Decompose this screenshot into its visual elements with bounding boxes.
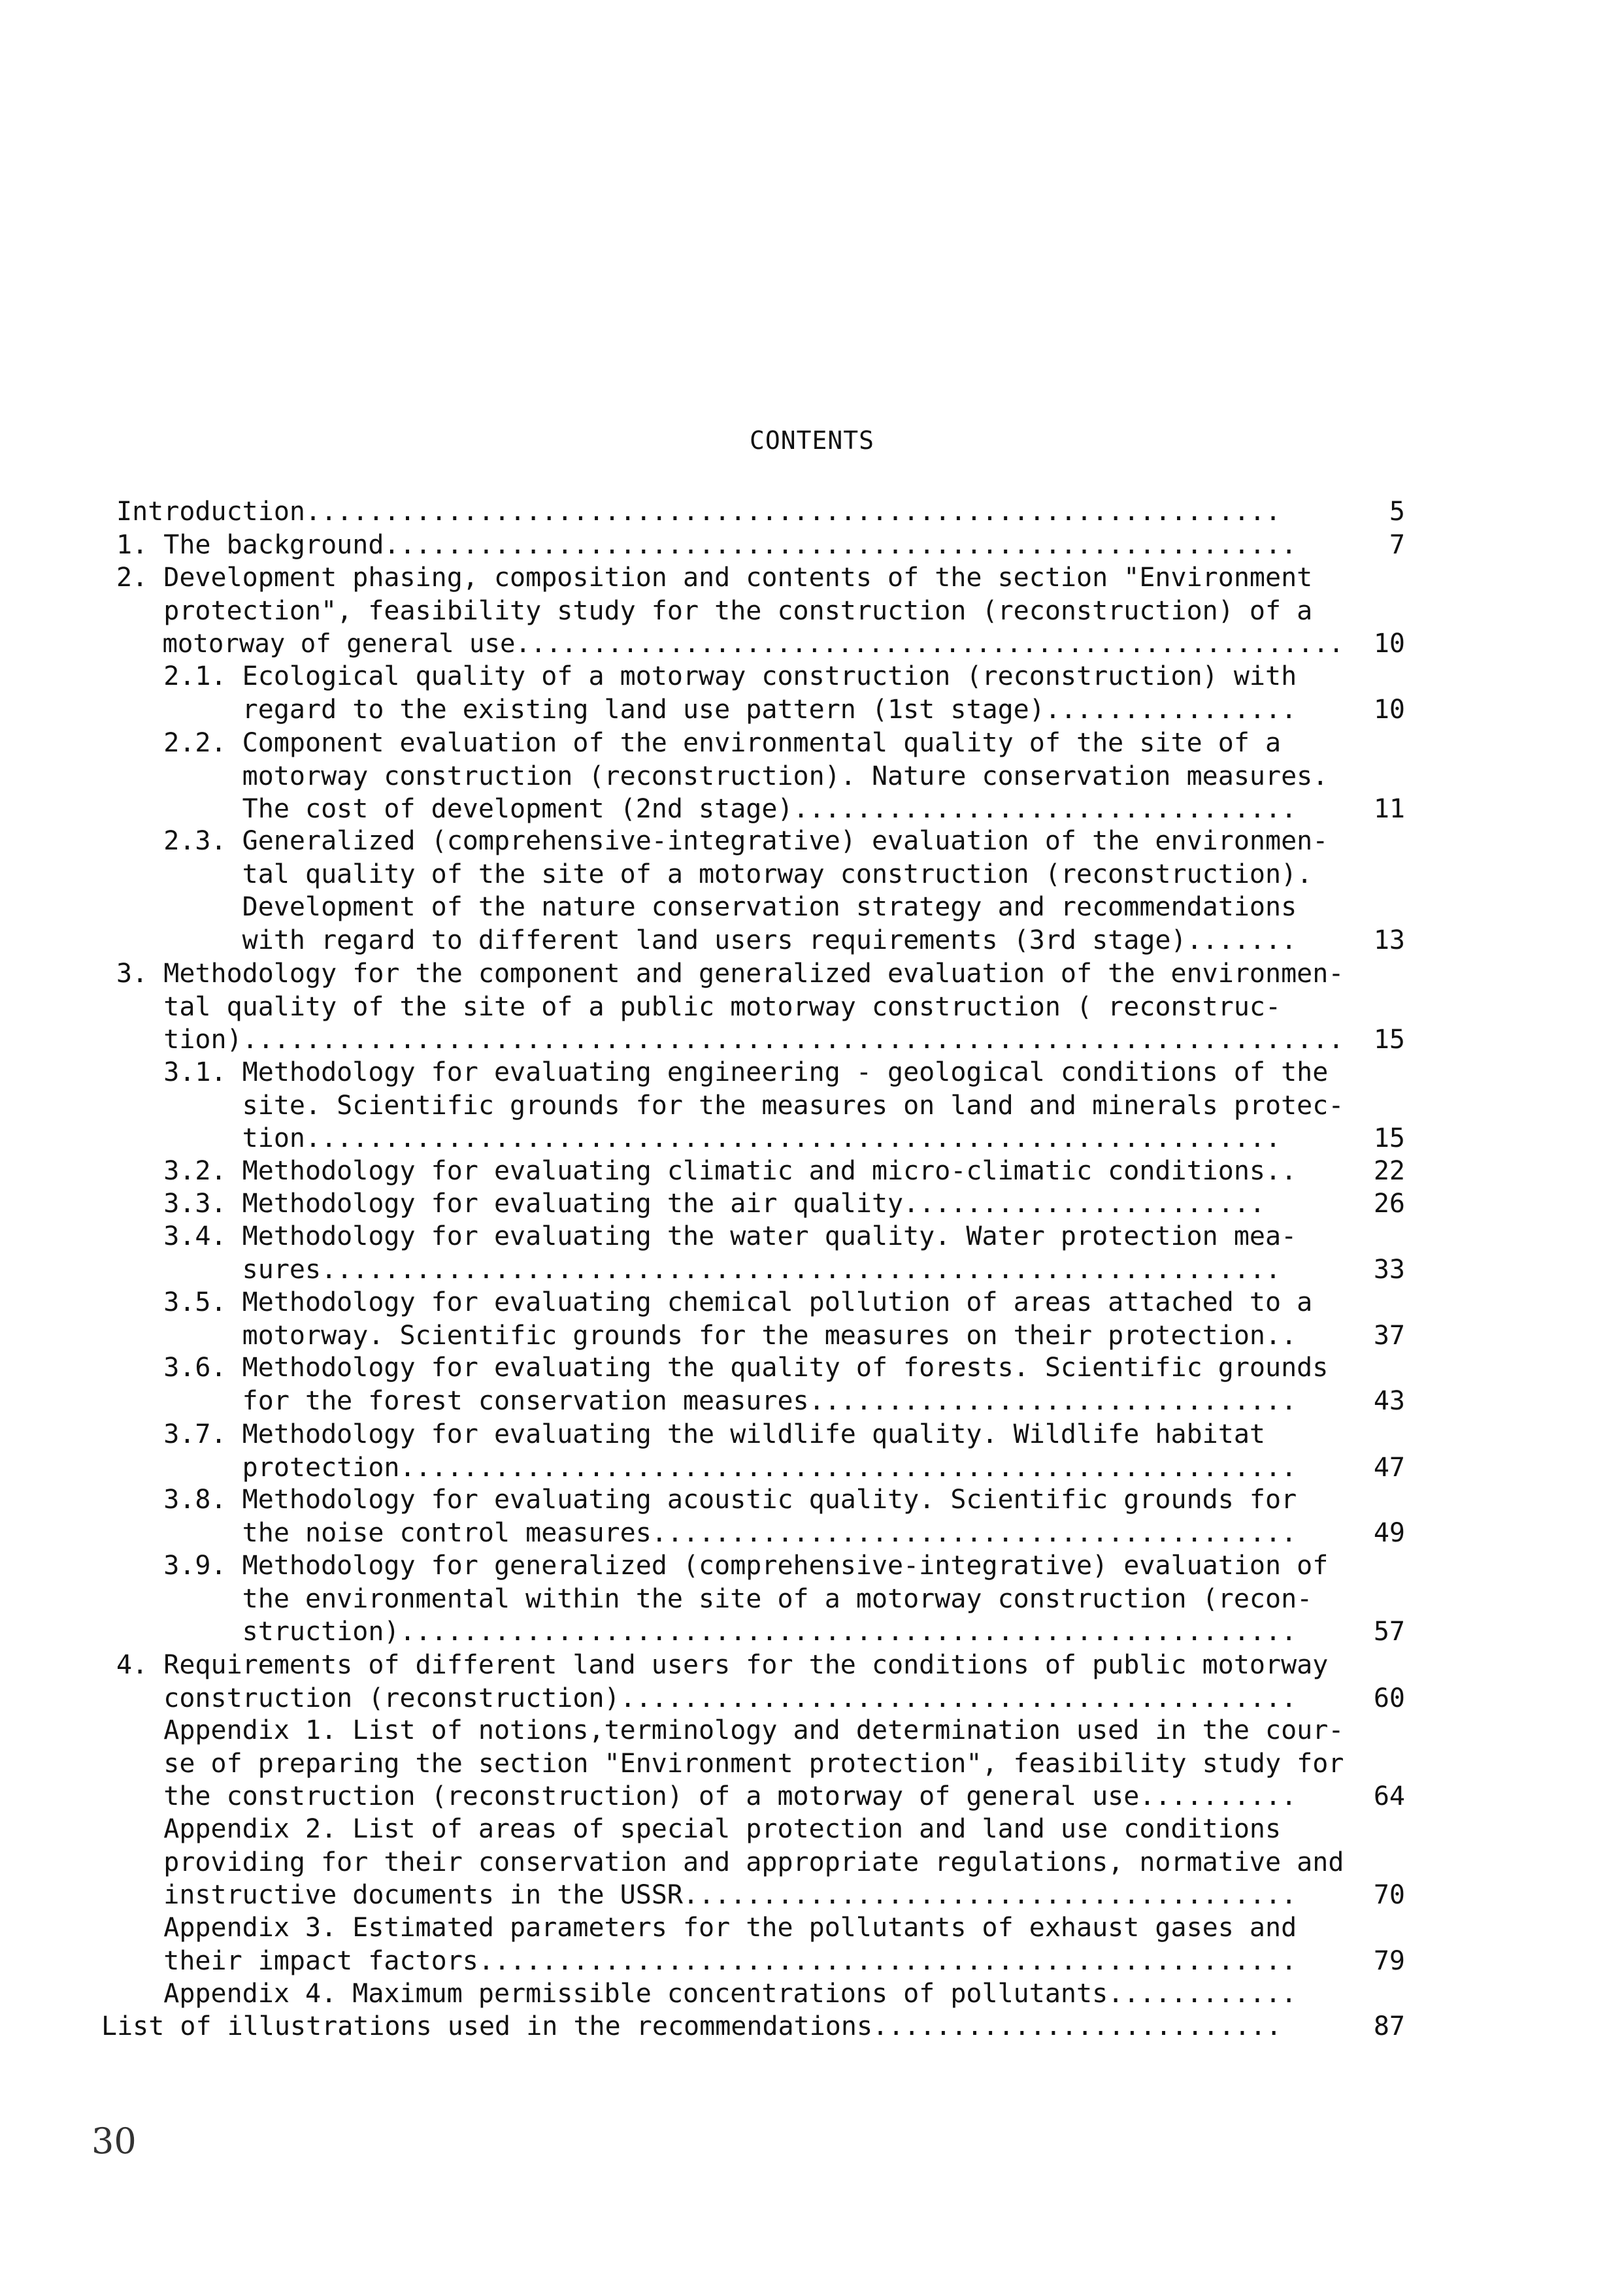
toc-entry [116, 727, 1405, 826]
toc-entry-line [116, 1583, 1405, 1616]
toc-entry-line [116, 627, 1405, 661]
page-title: CONTENTS [749, 426, 875, 455]
toc-entry [116, 1483, 1405, 1549]
toc-entry [116, 1351, 1405, 1417]
toc-entry-line [116, 891, 1405, 924]
toc-entry-text: protection......................................................... [116, 1452, 1297, 1483]
toc-entry-line [116, 1649, 1405, 1682]
toc-entry-text: providing for their conservation and appropriate regulations, normative and [116, 1847, 1344, 1877]
toc-page-number: 26 [1373, 1189, 1405, 1219]
toc-entry [116, 495, 1405, 529]
toc-entry-line [116, 991, 1405, 1024]
toc-entry-text: Appendix 3. Estimated parameters for the pollutants of exhaust gases and [116, 1913, 1297, 1943]
toc-entry-line [116, 1089, 1405, 1123]
toc-entry [101, 2010, 1405, 2043]
toc-entry-text: tal quality of the site of a motorway construction (reconstruction). [116, 859, 1313, 889]
toc-entry-line [116, 1023, 1405, 1057]
toc-entry-text: 3.8. Methodology for evaluating acoustic quality. Scientific grounds for [116, 1485, 1297, 1515]
toc-page-number: 57 [1373, 1617, 1405, 1647]
toc-entry-text: 3.7. Methodology for evaluating the wildlife quality. Wildlife habitat [116, 1419, 1265, 1449]
toc-entry-line [116, 1615, 1405, 1649]
toc-entry-line [116, 1253, 1405, 1287]
toc-entry-text: motorway of general use...................................................... [116, 629, 1344, 659]
toc-entry-line [116, 793, 1405, 826]
toc-entry-text: Development of the nature conservation strategy and recommendations [116, 892, 1297, 923]
toc-entry-text: for the forest conservation measures............................... [116, 1385, 1297, 1416]
toc-page-number: 7 [1389, 530, 1405, 560]
toc-entry-text: sures............................................................. [116, 1254, 1282, 1285]
toc-entry-line [116, 1682, 1405, 1715]
toc-entry-text: 4. Requirements of different land users for the conditions of public motorway [116, 1650, 1329, 1680]
toc-entry-line [116, 1187, 1405, 1221]
toc-entry-line [116, 561, 1405, 595]
toc-entry-text: 3.6. Methodology for evaluating the quality of forests. Scientific grounds [116, 1353, 1329, 1383]
toc-entry-line [116, 1351, 1405, 1385]
toc-entry-line [116, 1780, 1405, 1813]
toc-entry-text: 2.1. Ecological quality of a motorway construction (reconstruction) with [116, 661, 1297, 691]
toc-entry-text: with regard to different land users requirements (3rd stage)....... [116, 925, 1297, 956]
toc-page-number: 13 [1373, 925, 1405, 956]
toc-entry-text: their impact factors.................................................... [116, 1945, 1297, 1976]
toc-page-number: 49 [1373, 1517, 1405, 1548]
toc-entry-line [116, 495, 1405, 529]
toc-entry-text: Appendix 4. Maximum permissible concentrations of pollutants............ [116, 1979, 1297, 2009]
toc-entry-line [116, 760, 1405, 793]
toc-entry-line [116, 1846, 1405, 1879]
toc-entry-line [116, 1286, 1405, 1319]
toc-entry-text: the noise control measures......................................... [116, 1517, 1297, 1548]
toc-entry-line [116, 825, 1405, 858]
toc-entry-line [116, 1220, 1405, 1253]
toc-entry-line [116, 1517, 1405, 1550]
toc-page-number: 60 [1373, 1683, 1405, 1713]
toc-entry-line [116, 1319, 1405, 1353]
toc-entry-line [116, 595, 1405, 628]
toc-entry [116, 561, 1405, 661]
toc-entry-text: Introduction.............................................................. [116, 497, 1282, 527]
toc-page-number: 37 [1373, 1320, 1405, 1351]
toc-entry-line [116, 1714, 1405, 1747]
toc-entry-text: struction)......................................................... [116, 1617, 1297, 1647]
toc-entry-line [116, 1879, 1405, 1912]
toc-entry [116, 1286, 1405, 1352]
toc-entry-text: 3. Methodology for the component and generalized evaluation of the environmen- [116, 959, 1344, 989]
toc-entry [116, 529, 1405, 562]
toc-entry-line [116, 1911, 1405, 1945]
toc-entry [116, 1911, 1405, 1977]
toc-entry-text: 3.1. Methodology for evaluating engineering - geological conditions of the [116, 1057, 1329, 1087]
toc-entry-text: motorway construction (reconstruction). Nature conservation measures. [116, 761, 1329, 791]
toc-entry-line [116, 660, 1405, 693]
page-folio: 30 [91, 2120, 137, 2162]
toc-entry [116, 1813, 1405, 1912]
toc-entry-text: tal quality of the site of a public motorway construction ( reconstruc- [116, 991, 1282, 1022]
toc-entry-line [116, 727, 1405, 760]
toc-entry-line [101, 2010, 1405, 2043]
toc-entry-line [116, 1385, 1405, 1418]
toc-entry-line [116, 529, 1405, 562]
toc-entry [116, 660, 1405, 726]
toc-entry-text: instructive documents in the USSR....................................... [116, 1880, 1297, 1911]
toc-page-number: 15 [1373, 1123, 1405, 1154]
toc-entry-text: Appendix 2. List of areas of special protection and land use conditions [116, 1814, 1282, 1844]
toc-page-number: 47 [1373, 1452, 1405, 1483]
toc-page-number: 64 [1373, 1781, 1405, 1812]
toc-entry [116, 957, 1405, 1057]
toc-page-number: 10 [1373, 629, 1405, 659]
toc-entry-text: site. Scientific grounds for the measures on land and minerals protec- [116, 1090, 1344, 1121]
toc-page-number: 15 [1373, 1025, 1405, 1055]
toc-entry-line [116, 1747, 1405, 1781]
toc-entry-text: List of illustrations used in the recommendations.......................... [101, 2011, 1282, 2041]
toc-entry-line [116, 1549, 1405, 1583]
toc-entry-text: 2.2. Component evaluation of the environmental quality of the site of a [116, 728, 1282, 758]
toc-entry-text: 3.5. Methodology for evaluating chemical pollution of areas attached to a [116, 1287, 1313, 1317]
toc-entry-line [116, 858, 1405, 891]
toc-entry-line [116, 957, 1405, 991]
toc-entry-text: construction (reconstruction)........................................... [116, 1683, 1297, 1713]
toc-page-number: 79 [1373, 1945, 1405, 1976]
toc-entry-text: protection", feasibility study for the construction (reconstruction) of a [116, 595, 1313, 626]
toc-page-number: 10 [1373, 694, 1405, 725]
toc-entry [116, 1220, 1405, 1286]
toc-entry-line [116, 1813, 1405, 1846]
toc-entry-line [116, 693, 1405, 727]
toc-entry [116, 1549, 1405, 1649]
toc-page-number: 11 [1373, 794, 1405, 825]
toc-entry [116, 1155, 1405, 1188]
toc-entry-text: se of preparing the section "Environment protection", feasibility study for [116, 1748, 1344, 1779]
toc-entry-line [116, 1418, 1405, 1451]
toc-entry-text: The cost of development (2nd stage)................................ [116, 794, 1297, 825]
toc-page-number: 22 [1373, 1156, 1405, 1186]
toc-entry [116, 1418, 1405, 1484]
toc-entry-text: 2. Development phasing, composition and contents of the section "Environment [116, 563, 1313, 593]
toc-entry-text: 3.9. Methodology for generalized (comprehensive-integrative) evaluation of [116, 1551, 1329, 1581]
toc-entry [116, 1056, 1405, 1155]
toc-entry-text: regard to the existing land use pattern (1st stage)................ [116, 694, 1297, 725]
toc-page-number: 5 [1389, 497, 1405, 527]
toc-entry-text: tion)...................................................................... [116, 1025, 1344, 1055]
toc-entry-text: 1. The background.......................................................... [116, 530, 1297, 560]
toc-entry [116, 1714, 1405, 1813]
toc-entry-line [116, 1122, 1405, 1155]
toc-entry-text: 3.2. Methodology for evaluating climatic and micro-climatic conditions.. [116, 1156, 1297, 1186]
toc-entry-text: Appendix 1. List of notions,terminology and determination used in the cour- [116, 1715, 1344, 1745]
toc-entry [116, 1187, 1405, 1221]
toc-entry-line [116, 1056, 1405, 1089]
toc-page-number: 87 [1373, 2011, 1405, 2041]
toc-entry-text: the construction (reconstruction) of a motorway of general use.......... [116, 1781, 1297, 1812]
toc-entry-line [116, 1483, 1405, 1517]
toc-entry-text: 3.3. Methodology for evaluating the air quality....................... [116, 1189, 1265, 1219]
toc-entry [116, 1977, 1405, 2011]
toc-page-number: 70 [1373, 1880, 1405, 1911]
toc-entry-text: the environmental within the site of a motorway construction (recon- [116, 1583, 1313, 1614]
toc-entry-text: 3.4. Methodology for evaluating the water quality. Water protection mea- [116, 1221, 1297, 1251]
toc-entry-text: tion.............................................................. [116, 1123, 1282, 1154]
toc-page-number: 43 [1373, 1385, 1405, 1416]
toc-entry-line [116, 1945, 1405, 1978]
toc-entry-text: 2.3. Generalized (comprehensive-integrative) evaluation of the environmen- [116, 826, 1329, 856]
toc-entry-line [116, 1155, 1405, 1188]
toc-entry-text: motorway. Scientific grounds for the measures on their protection.. [116, 1320, 1297, 1351]
toc-entry-line [116, 1977, 1405, 2011]
toc-page-number: 33 [1373, 1254, 1405, 1285]
toc-entry-line [116, 1451, 1405, 1485]
toc-entry-line [116, 924, 1405, 957]
toc-entry [116, 1649, 1405, 1715]
toc-entry [116, 825, 1405, 957]
